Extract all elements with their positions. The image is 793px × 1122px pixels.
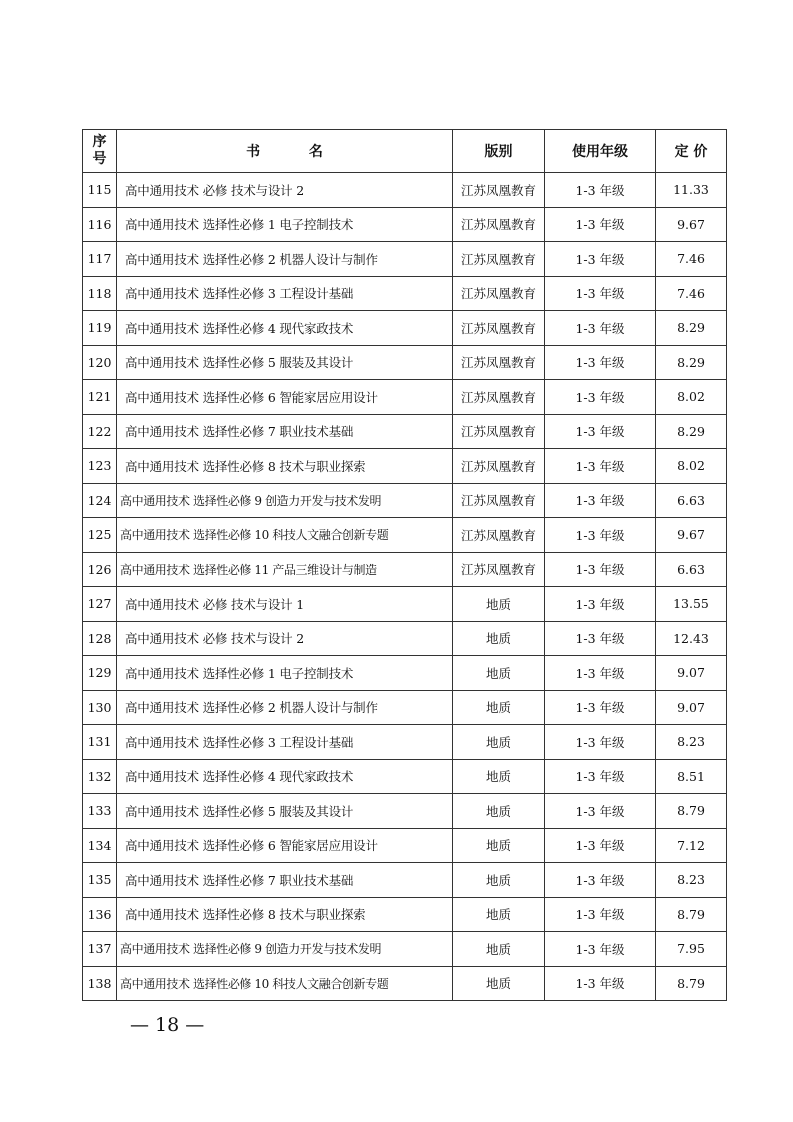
- cell-seq: 126: [83, 552, 117, 587]
- cell-price: 7.95: [656, 932, 727, 967]
- cell-price: 8.23: [656, 863, 727, 898]
- table-row: [83, 311, 727, 346]
- cell-title: 高中通用技术 选择性必修 5 服装及其设计: [117, 345, 453, 380]
- cell-publisher: 地质: [453, 932, 545, 967]
- cell-publisher: 江苏凤凰教育: [453, 552, 545, 587]
- page-number: — 18 —: [130, 1014, 205, 1036]
- cell-price: 8.29: [656, 311, 727, 346]
- table-row: [83, 276, 727, 311]
- cell-publisher: 地质: [453, 759, 545, 794]
- cell-seq: 123: [83, 449, 117, 484]
- cell-grade: 1-3 年级: [545, 690, 656, 725]
- cell-publisher: 地质: [453, 690, 545, 725]
- table-body: [83, 173, 727, 1001]
- cell-seq: 118: [83, 276, 117, 311]
- cell-publisher: 地质: [453, 863, 545, 898]
- table-row: [83, 483, 727, 518]
- cell-price: 7.46: [656, 242, 727, 277]
- table-row: [83, 173, 727, 208]
- cell-publisher: 地质: [453, 828, 545, 863]
- cell-seq: 116: [83, 207, 117, 242]
- cell-title: 高中通用技术 必修 技术与设计 2: [117, 621, 453, 656]
- table-row: [83, 828, 727, 863]
- cell-title: 高中通用技术 选择性必修 10 科技人文融合创新专题: [117, 518, 453, 553]
- table-row: [83, 518, 727, 553]
- cell-title: 高中通用技术 选择性必修 11 产品三维设计与制造: [117, 552, 453, 587]
- table-row: [83, 587, 727, 622]
- cell-title: 高中通用技术 选择性必修 4 现代家政技术: [117, 311, 453, 346]
- cell-title: 高中通用技术 选择性必修 5 服装及其设计: [117, 794, 453, 829]
- cell-grade: 1-3 年级: [545, 656, 656, 691]
- cell-seq: 133: [83, 794, 117, 829]
- cell-seq: 135: [83, 863, 117, 898]
- table-header-row: [83, 130, 727, 173]
- cell-title: 高中通用技术 选择性必修 2 机器人设计与制作: [117, 690, 453, 725]
- table-row: [83, 932, 727, 967]
- cell-grade: 1-3 年级: [545, 863, 656, 898]
- cell-price: 8.29: [656, 414, 727, 449]
- cell-publisher: 地质: [453, 656, 545, 691]
- cell-grade: 1-3 年级: [545, 794, 656, 829]
- cell-price: 8.79: [656, 794, 727, 829]
- cell-seq: 117: [83, 242, 117, 277]
- cell-title: 高中通用技术 选择性必修 2 机器人设计与制作: [117, 242, 453, 277]
- cell-publisher: 地质: [453, 587, 545, 622]
- cell-title: 高中通用技术 选择性必修 3 工程设计基础: [117, 725, 453, 760]
- cell-grade: 1-3 年级: [545, 173, 656, 208]
- cell-publisher: 江苏凤凰教育: [453, 173, 545, 208]
- cell-title: 高中通用技术 必修 技术与设计 2: [117, 173, 453, 208]
- table-row: [83, 725, 727, 760]
- cell-price: 11.33: [656, 173, 727, 208]
- cell-price: 8.23: [656, 725, 727, 760]
- cell-price: 9.07: [656, 690, 727, 725]
- cell-price: 13.55: [656, 587, 727, 622]
- cell-seq: 115: [83, 173, 117, 208]
- header-grade: 使用年级: [545, 130, 656, 173]
- table-row: [83, 621, 727, 656]
- cell-seq: 132: [83, 759, 117, 794]
- cell-title: 高中通用技术 选择性必修 10 科技人文融合创新专题: [117, 966, 453, 1001]
- cell-seq: 130: [83, 690, 117, 725]
- cell-title: 高中通用技术 选择性必修 4 现代家政技术: [117, 759, 453, 794]
- cell-title: 高中通用技术 选择性必修 9 创造力开发与技术发明: [117, 483, 453, 518]
- cell-price: 8.79: [656, 897, 727, 932]
- cell-grade: 1-3 年级: [545, 345, 656, 380]
- cell-seq: 119: [83, 311, 117, 346]
- cell-publisher: 江苏凤凰教育: [453, 276, 545, 311]
- header-seq: [83, 130, 117, 173]
- cell-publisher: 地质: [453, 794, 545, 829]
- cell-grade: 1-3 年级: [545, 483, 656, 518]
- cell-seq: 136: [83, 897, 117, 932]
- cell-price: 8.29: [656, 345, 727, 380]
- table-row: [83, 794, 727, 829]
- cell-publisher: 地质: [453, 897, 545, 932]
- cell-price: 7.12: [656, 828, 727, 863]
- cell-price: 6.63: [656, 483, 727, 518]
- cell-grade: 1-3 年级: [545, 311, 656, 346]
- cell-title: 高中通用技术 选择性必修 8 技术与职业探索: [117, 449, 453, 484]
- cell-grade: 1-3 年级: [545, 518, 656, 553]
- cell-seq: 122: [83, 414, 117, 449]
- cell-publisher: 地质: [453, 966, 545, 1001]
- table-row: [83, 242, 727, 277]
- cell-title: 高中通用技术 选择性必修 9 创造力开发与技术发明: [117, 932, 453, 967]
- cell-publisher: 江苏凤凰教育: [453, 345, 545, 380]
- header-publisher: 版别: [453, 130, 545, 173]
- cell-price: 12.43: [656, 621, 727, 656]
- cell-price: 8.79: [656, 966, 727, 1001]
- cell-title: 高中通用技术 必修 技术与设计 1: [117, 587, 453, 622]
- cell-title: 高中通用技术 选择性必修 7 职业技术基础: [117, 863, 453, 898]
- table-row: [83, 380, 727, 415]
- table-row: [83, 690, 727, 725]
- cell-price: 6.63: [656, 552, 727, 587]
- table-row: [83, 345, 727, 380]
- table-row: [83, 863, 727, 898]
- cell-title: 高中通用技术 选择性必修 7 职业技术基础: [117, 414, 453, 449]
- cell-grade: 1-3 年级: [545, 932, 656, 967]
- cell-price: 9.67: [656, 518, 727, 553]
- cell-grade: 1-3 年级: [545, 449, 656, 484]
- cell-grade: 1-3 年级: [545, 552, 656, 587]
- table-row: [83, 897, 727, 932]
- cell-publisher: 江苏凤凰教育: [453, 518, 545, 553]
- cell-seq: 125: [83, 518, 117, 553]
- table-row: [83, 759, 727, 794]
- cell-price: 9.67: [656, 207, 727, 242]
- cell-publisher: 江苏凤凰教育: [453, 449, 545, 484]
- cell-seq: 138: [83, 966, 117, 1001]
- cell-publisher: 江苏凤凰教育: [453, 483, 545, 518]
- header-seq-label: 序号: [92, 134, 107, 167]
- table-row: [83, 207, 727, 242]
- cell-seq: 120: [83, 345, 117, 380]
- cell-grade: 1-3 年级: [545, 207, 656, 242]
- cell-price: 7.46: [656, 276, 727, 311]
- cell-price: 9.07: [656, 656, 727, 691]
- cell-title: 高中通用技术 选择性必修 8 技术与职业探索: [117, 897, 453, 932]
- cell-price: 8.51: [656, 759, 727, 794]
- textbook-price-table: [82, 129, 727, 1001]
- cell-grade: 1-3 年级: [545, 966, 656, 1001]
- cell-grade: 1-3 年级: [545, 276, 656, 311]
- cell-grade: 1-3 年级: [545, 380, 656, 415]
- cell-title: 高中通用技术 选择性必修 6 智能家居应用设计: [117, 380, 453, 415]
- cell-grade: 1-3 年级: [545, 759, 656, 794]
- table-row: [83, 414, 727, 449]
- cell-seq: 124: [83, 483, 117, 518]
- cell-grade: 1-3 年级: [545, 414, 656, 449]
- cell-title: 高中通用技术 选择性必修 3 工程设计基础: [117, 276, 453, 311]
- cell-publisher: 地质: [453, 621, 545, 656]
- cell-price: 8.02: [656, 380, 727, 415]
- cell-title: 高中通用技术 选择性必修 1 电子控制技术: [117, 207, 453, 242]
- cell-seq: 134: [83, 828, 117, 863]
- cell-seq: 121: [83, 380, 117, 415]
- cell-grade: 1-3 年级: [545, 828, 656, 863]
- cell-seq: 128: [83, 621, 117, 656]
- cell-seq: 129: [83, 656, 117, 691]
- table-row: [83, 552, 727, 587]
- cell-publisher: 江苏凤凰教育: [453, 380, 545, 415]
- cell-price: 8.02: [656, 449, 727, 484]
- table-row: [83, 966, 727, 1001]
- cell-title: 高中通用技术 选择性必修 6 智能家居应用设计: [117, 828, 453, 863]
- cell-seq: 127: [83, 587, 117, 622]
- cell-title: 高中通用技术 选择性必修 1 电子控制技术: [117, 656, 453, 691]
- cell-grade: 1-3 年级: [545, 587, 656, 622]
- cell-seq: 137: [83, 932, 117, 967]
- cell-grade: 1-3 年级: [545, 242, 656, 277]
- cell-grade: 1-3 年级: [545, 621, 656, 656]
- cell-publisher: 江苏凤凰教育: [453, 311, 545, 346]
- cell-publisher: 江苏凤凰教育: [453, 414, 545, 449]
- cell-publisher: 江苏凤凰教育: [453, 207, 545, 242]
- cell-seq: 131: [83, 725, 117, 760]
- cell-grade: 1-3 年级: [545, 897, 656, 932]
- header-title: [117, 130, 453, 173]
- header-price: 定 价: [656, 130, 727, 173]
- table-row: [83, 449, 727, 484]
- header-title-label: 书 名: [246, 144, 345, 160]
- table-row: [83, 656, 727, 691]
- cell-grade: 1-3 年级: [545, 725, 656, 760]
- cell-publisher: 江苏凤凰教育: [453, 242, 545, 277]
- cell-publisher: 地质: [453, 725, 545, 760]
